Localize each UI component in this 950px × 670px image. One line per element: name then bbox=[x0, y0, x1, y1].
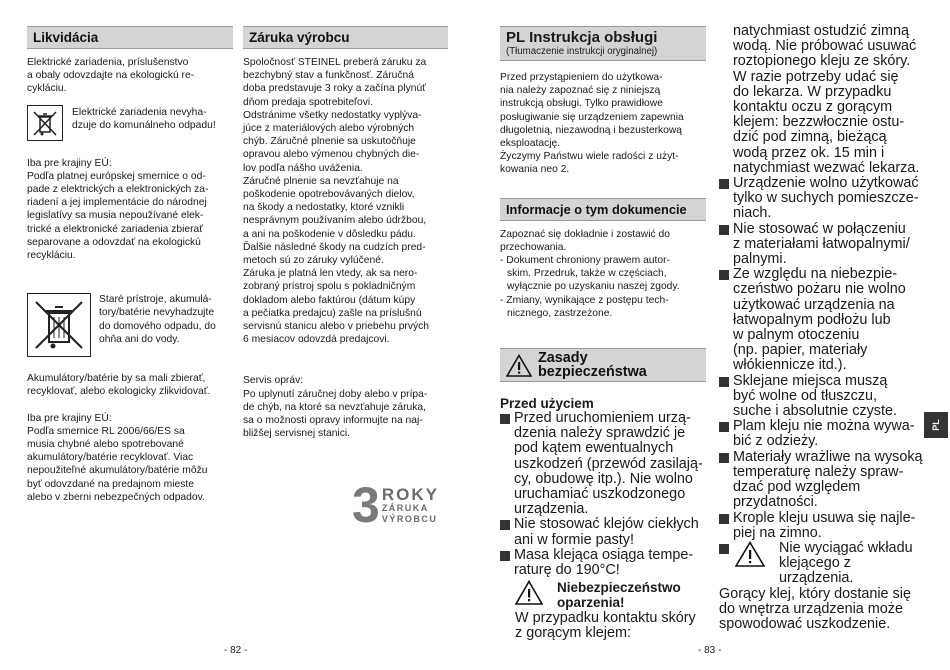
warning-triangle-icon bbox=[515, 580, 543, 605]
pl-title: PL Instrukcja obsługi bbox=[506, 29, 658, 46]
pl-safety-continued-column bbox=[719, 24, 923, 632]
list-item: Materiały wrażliwe na wysoką temperaturę należy spraw- dzać pod względem przydatności. bbox=[719, 450, 923, 511]
crossed-bin-icon bbox=[27, 105, 63, 141]
list-item: Sklejane miejsca muszą być wolne od tłuszczu, suche i absolutnie czyste. bbox=[719, 374, 923, 420]
list-item: Nie stosować w połączeniu z materiałami łatwopalnymi/ palnymi. bbox=[719, 222, 923, 268]
disposal-column bbox=[27, 26, 233, 504]
pl-subtitle: (Tłumaczenie instrukcji oryginalnej) bbox=[506, 46, 658, 57]
document-info-heading: Informacje o tym dokumencie bbox=[500, 198, 706, 221]
list-item: Nie stosować klejów ciekłych ani w formie pasty! bbox=[500, 517, 706, 547]
disposal-para-3: Akumulátory/batérie by sa mali zbierať, recyklovať, alebo ekologicky zlikvidovať. bbox=[27, 373, 211, 398]
document-info-text: Zapoznać się dokładnie i zostawić do przechowania. - Dokument chroniony prawem autor- skim. Przedruk, także w częściach, wyłącznie po uzyskaniu naszej zgody. - Zmiany, wynikające z postępu tech- nicznego, zastrzeżone. bbox=[500, 228, 680, 319]
pl-safety-bullets-2 bbox=[719, 176, 923, 632]
list-item: Masa klejąca osiąga tempe- raturę do 190°C! bbox=[500, 548, 706, 578]
disposal-heading: Likvidácia bbox=[27, 26, 233, 49]
burn-warning: Niebezpieczeństwo oparzenia! bbox=[515, 580, 706, 610]
page-number-left: - 82 - bbox=[224, 645, 248, 656]
burn-first-aid-text: natychmiast ostudzić zimną wodą. Nie próbować usuwać roztopionego kleju ze skóry. W razie potrzeby udać się do lekarza. W przypadku kontaktu oczu z gorącym klejem: bezzwłocznie ostu- dzić pod zimną, bieżącą wodą przez ok. 15 min i natychmiast wezwać lekarza. bbox=[733, 23, 920, 176]
pl-instructions-column bbox=[500, 26, 706, 641]
warranty-column bbox=[243, 26, 448, 440]
bullet-square-icon bbox=[719, 270, 729, 280]
before-use-heading: Przed użyciem bbox=[500, 396, 594, 412]
bullet-square-icon bbox=[719, 377, 729, 387]
page-number-right: - 83 - bbox=[698, 645, 722, 656]
three-year-warranty-logo: 3 ROKY ZÁRUKA VÝROBCU bbox=[352, 477, 439, 533]
bullet-square-icon bbox=[719, 544, 729, 554]
warranty-para-2: Servis opráv: Po uplynutí záručnej doby alebo v prípa- de chýb, na ktoré sa nevzťahuje záruka, sa o možnosti opravy informujte na naj- bližšej servisnej stanici. bbox=[243, 375, 428, 440]
burn-warning-text: W przypadku kontaktu skóry z gorącym klejem: bbox=[515, 609, 696, 641]
warranty-heading: Záruka výrobcu bbox=[243, 26, 448, 49]
disposal-para-4: Iba pre krajiny EÚ: Podľa smernice RL 2006/66/ES sa musia chybné alebo spotrebované akumulátory/batérie recyklovať. Viac nepoužiteľné akumulátory/batérie môžu byť odovzdané na predajnom mieste alebo v zberni nebezpečných odpadov. bbox=[27, 412, 208, 503]
list-item: Plam kleju nie można wywa- bić z odzieży. bbox=[719, 419, 923, 449]
bullet-square-icon bbox=[500, 414, 510, 424]
list-item: Przed uruchomieniem urzą- dzenia należy sprawdzić je pod kątem ewentualnych uszkodzeń (przewód zasilają- cy, obudowę itp.). Nie wolno uruchamiać uszkodzonego urządzenia. bbox=[500, 411, 706, 517]
language-tab-pl: PL bbox=[924, 412, 948, 438]
safety-heading: Zasady bezpieczeństwa bbox=[500, 348, 706, 382]
weee-notice-text: Elektrické zariadenia nevyha- dzuje do komunálneho odpadu! bbox=[72, 106, 216, 131]
bullet-square-icon bbox=[719, 453, 729, 463]
cartridge-warning-text: Gorący klej, który dostanie się do wnętrza urządzenia może spowodować uszkodzenie. bbox=[719, 585, 911, 632]
bullet-square-icon bbox=[500, 551, 510, 561]
bullet-square-icon bbox=[719, 225, 729, 235]
warning-triangle-icon bbox=[735, 541, 765, 567]
warning-triangle-icon bbox=[506, 354, 532, 377]
disposal-para-1: Elektrické zariadenia, príslušenstvo a obaly odovzdajte na ekologickú re- cykláciu. bbox=[27, 57, 195, 95]
disposal-para-2: Iba pre krajiny EÚ: Podľa platnej európskej smernice o od- pade z elektrických a elektronických za- riadení a jej implementácie do národnej legislatívy sa musia nepoužívané elek- trické a elektronické zariadenia zbierať separovane a odovzdať na ekologickú recykláciu. bbox=[27, 157, 209, 262]
weee-notice bbox=[27, 105, 233, 141]
list-item: Ze względu na niebezpie- czeństwo pożaru nie wolno użytkować urządzenia na łatwopalnym podłożu lub w palnym otoczeniu (np. papier, materiały włókiennicze itd.). bbox=[719, 267, 923, 373]
bullet-square-icon bbox=[719, 514, 729, 524]
list-item: Urządzenie wolno użytkować tylko w suchych pomieszcze- niach. bbox=[719, 176, 923, 222]
pl-intro: Przed przystąpieniem do użytkowa- nia należy zapoznać się z niniejszą instrukcją obsługi. Tylko prawidłowe posługiwanie się urządzeniem zapewnia długoletnią, niezawodną i bezusterkową eksploatację. Życzymy Państwu wiele radości z użyt- kowania neo 2. bbox=[500, 72, 684, 176]
pl-safety-bullets bbox=[500, 411, 706, 641]
bullet-square-icon bbox=[500, 520, 510, 530]
battery-notice-text: Staré prístroje, akumulá- tory/batérie nevyhadzujte do domového odpadu, do ohňa ani do vody. bbox=[99, 294, 216, 345]
pl-title-bar bbox=[500, 26, 706, 61]
bullet-square-icon bbox=[719, 422, 729, 432]
warranty-para-1: Spoločnosť STEINEL preberá záruku za bezchybný stav a funkčnosť. Záručná doba predstavuje 3 roky a začína plynúť dňom predaja spotrebiteľovi. Odstránime všetky nedostatky vyplýva- júce z materiálových alebo výrobných chýb. Záručné plnenie sa uskutočňuje opravou alebo výmenou chybných die- lov podľa nášho uváženia. Záručné plnenie sa nevzťahuje na poškodenie opotrebovávaných dielov, na škody a nedostatky, ktoré vznikli nesprávnym používaním alebo údržbou, a ani na poškodenie v dôsledku pádu. Ďalšie následné škody na cudzích pred- metoch sú zo záruky vylúčené. Záruka je platná len vtedy, ak sa nero- zobraný prístroj spolu s pokladničným dokladom alebo faktúrou (dátum kúpy a pečiatka predajcu) zašle na príslušnú servisnú stanicu alebo v priebehu prvých 6 mesiacov odovzdá predajcovi. bbox=[243, 57, 430, 346]
battery-notice bbox=[27, 293, 233, 357]
list-item: Nie wyciągać wkładu klejącego z urządzenia. bbox=[719, 541, 923, 587]
list-item: Krople kleju usuwa się najle- piej na zimno. bbox=[719, 511, 923, 541]
crossed-bin-large-icon bbox=[27, 293, 91, 357]
bullet-square-icon bbox=[719, 179, 729, 189]
